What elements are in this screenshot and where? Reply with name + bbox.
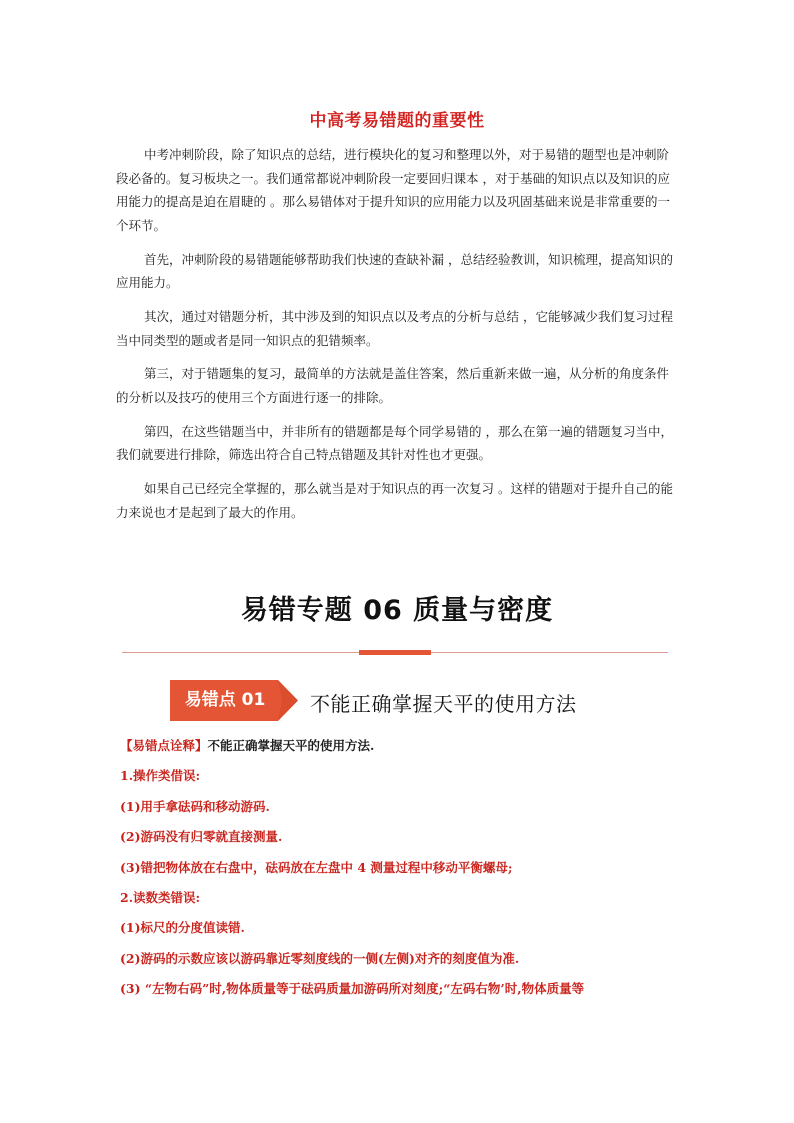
- error-point-badge: [170, 680, 298, 721]
- detail-item: 2.读数类错误:: [120, 889, 201, 905]
- intro-paragraph: 第四，在这些错题当中，并非所有的错题都是每个同学易错的 ，那么在第一遍的错题复习当中，我们就要进行排除，筛选出符合自己特点错题及其针对性也才更强。: [116, 423, 673, 463]
- intro-paragraph: 首先，冲刺阶段的易错题能够帮助我们快速的查缺补漏 ，总结经验教训，知识梳理，提高知识的应用能力。: [116, 251, 673, 291]
- badge-label: 易错点 01: [184, 690, 266, 710]
- intro-paragraph: 其次，通过对错题分析，其中涉及到的知识点以及考点的分析与总结 ，它能够减少我们复习过程当中同类型的题或者是同一知识点的犯错频率。: [116, 308, 673, 348]
- detail-item: (2)游码的示数应该以游码靠近零刻度线的一侧(左侧)对齐的刻度值为准.: [120, 950, 520, 966]
- detail-item: (1)标尺的分度值读错.: [120, 920, 245, 936]
- intro-title: 中高考易错题的重要性: [309, 111, 485, 131]
- detail-item: (1)用手拿砝码和移动游码.: [120, 798, 270, 814]
- detail-item: (2)游码没有归零就直接测量.: [120, 829, 283, 845]
- error-point-title: 不能正确掌握天平的使用方法: [310, 692, 577, 716]
- explain-label: 【易错点诠释】: [120, 738, 208, 753]
- explain-text: 不能正确掌握天平的使用方法.: [207, 738, 375, 753]
- intro-paragraph: 第三，对于错题集的复习，最简单的方法就是盖住答案，然后重新来做一遍，从分析的角度条件的分析以及技巧的使用三个方面进行逐一的排除。: [116, 366, 670, 405]
- divider-accent: [359, 650, 431, 655]
- detail-item: (3) “左物右码”时,物体质量等于砝码质量加游码所对刻度;“左码右物’时,物体质量等: [120, 981, 585, 997]
- explain-line: [120, 738, 680, 754]
- intro-body: [116, 143, 676, 534]
- topic-title: 易错专题 06 质量与密度: [240, 595, 554, 626]
- detail-item: (3)错把物体放在右盘中，砝码放在左盘中 4 测量过程中移动平衡螺母;: [120, 859, 513, 875]
- intro-paragraph: 中考冲刺阶段，除了知识点的总结，进行模块化的复习和整理以外，对于易错的题型也是冲刺阶段必备的。复习板块之一。我们通常都说冲刺阶段一定要回归课本 ，对于基础的知识点以及知识的应用能力的提高是迫在眉睫的 。那么易错体对于提升知识的应用能力以及巩固基础来说是非常重要的一个环节。: [116, 147, 670, 233]
- error-detail: [120, 738, 680, 1012]
- intro-paragraph: 如果自己已经完全掌握的，那么就当是对于知识点的再一次复习 。这样的错题对于提升自己的能力来说也才是起到了最大的作用。: [116, 481, 673, 520]
- detail-item: 1.操作类借误:: [120, 768, 201, 784]
